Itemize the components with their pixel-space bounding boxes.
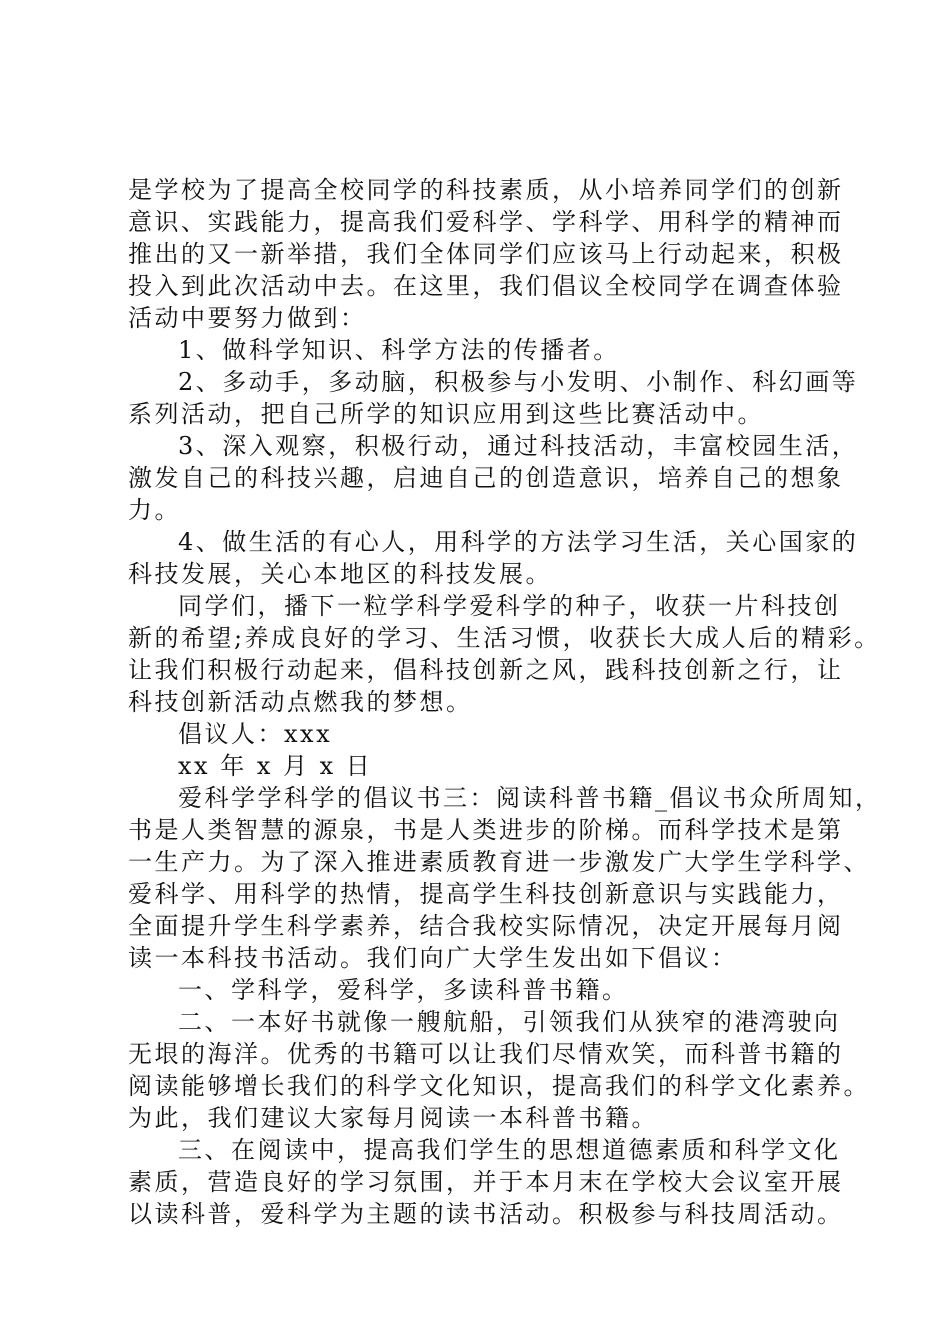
text-line: 素质，营造良好的学习氛围，并于本月末在学校大会议室开展 (128, 1168, 844, 1196)
text-line: 推出的又一新举措，我们全体同学们应该马上行动起来，积极 (128, 240, 844, 268)
text-line: 2、多动手，多动脑，积极参与小发明、小制作、科幻画等 (178, 368, 859, 396)
text-line: xx 年 x 月 x 日 (178, 752, 373, 780)
text-line: 3、深入观察，积极行动，通过科技活动，丰富校园生活， (178, 432, 859, 460)
text-line: 为此，我们建议大家每月阅读一本科普书籍。 (128, 1104, 658, 1132)
text-line: 投入到此次活动中去。在这里，我们倡议全校同学在调查体验 (128, 272, 844, 300)
text-line: 读一本科技书活动。我们向广大学生发出如下倡议： (128, 944, 738, 972)
text-line: 激发自己的科技兴趣，启迪自己的创造意识，培养自己的想象 (128, 464, 844, 492)
document-body (128, 174, 882, 1230)
text-line: 全面提升学生科学素养，结合我校实际情况，决定开展每月阅 (128, 912, 844, 940)
text-line: 科技发展，关心本地区的科技发展。 (128, 560, 552, 588)
text-line: 二、一本好书就像一艘航船，引领我们从狭窄的港湾驶向 (178, 1008, 841, 1036)
text-line: 同学们，播下一粒学科学爱科学的种子，收获一片科技创 (178, 592, 841, 620)
text-line: 书是人类智慧的源泉，书是人类进步的阶梯。而科学技术是第 (128, 816, 844, 844)
text-line: 一、学科学，爱科学，多读科普书籍。 (178, 976, 629, 1004)
text-line: 三、在阅读中，提高我们学生的思想道德素质和科学文化 (178, 1136, 841, 1164)
text-line: 4、做生活的有心人，用科学的方法学习生活，关心国家的 (178, 528, 859, 556)
text-line: 是学校为了提高全校同学的科技素质，从小培养同学们的创新 (128, 176, 844, 204)
text-line: 无垠的海洋。优秀的书籍可以让我们尽情欢笑，而科普书籍的 (128, 1040, 844, 1068)
text-line: 让我们积极行动起来，倡科技创新之风，践科技创新之行，让 (128, 656, 844, 684)
text-line: 以读科普，爱科学为主题的读书活动。积极参与科技周活动。 (128, 1200, 844, 1228)
text-line: 倡议人：xxx (178, 720, 333, 748)
text-line: 阅读能够增长我们的科学文化知识，提高我们的科学文化素养。 (128, 1072, 870, 1100)
text-line: 1、做科学知识、科学方法的传播者。 (178, 336, 620, 364)
text-line: 爱科学、用科学的热情，提高学生科技创新意识与实践能力， (128, 880, 844, 908)
text-line: 活动中要努力做到： (128, 304, 367, 332)
text-line: 科技创新活动点燃我的梦想。 (128, 688, 473, 716)
text-line: 爱科学学科学的倡议书三：阅读科普书籍_倡议书众所周知， (178, 784, 882, 812)
text-line: 一生产力。为了深入推进素质教育进一步激发广大学生学科学、 (128, 848, 870, 876)
text-line: 意识、实践能力，提高我们爱科学、学科学、用科学的精神而 (128, 208, 844, 236)
text-line: 新的希望;养成良好的学习、生活习惯，收获长大成人后的精彩。 (128, 624, 881, 652)
text-line: 系列活动，把自己所学的知识应用到这些比赛活动中。 (128, 400, 764, 428)
text-line: 力。 (128, 496, 181, 524)
